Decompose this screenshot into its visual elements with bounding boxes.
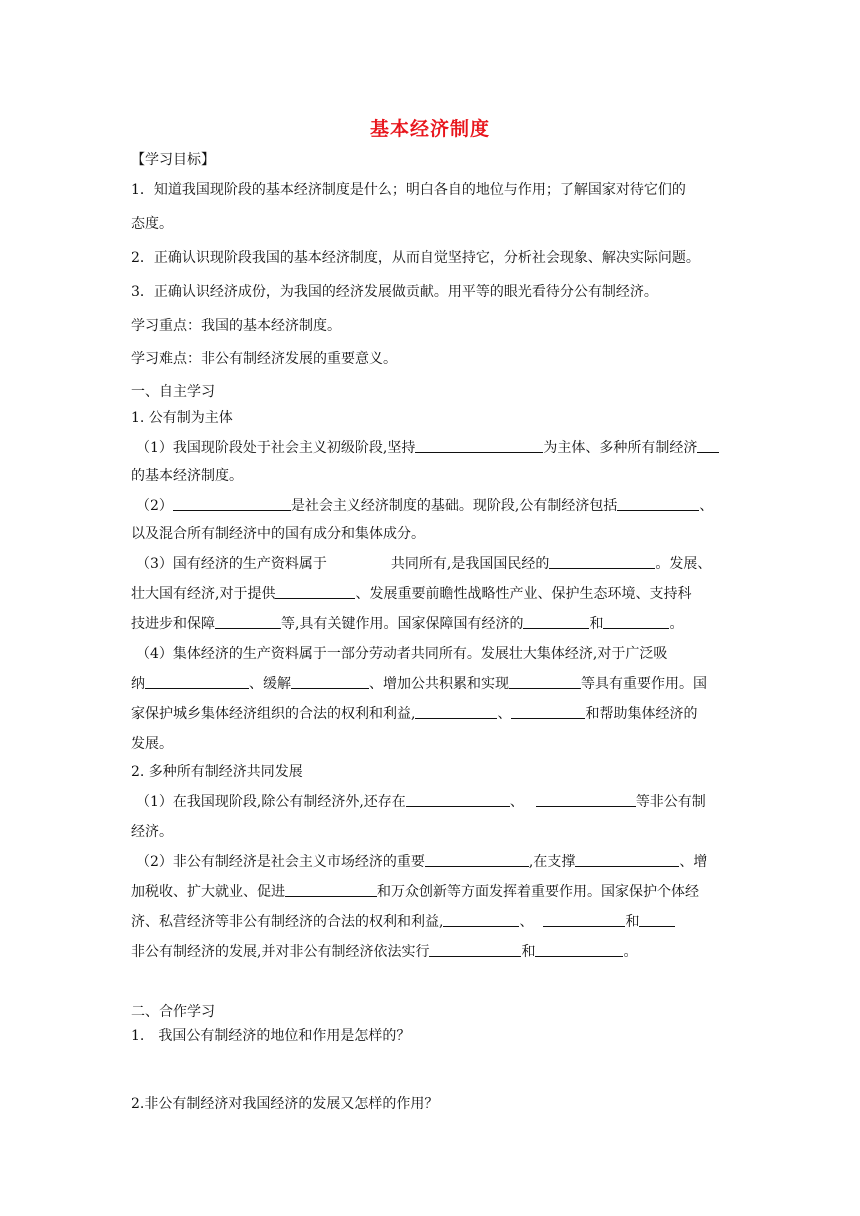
answer-blank[interactable] [425,852,529,867]
question-4-line-2: 纳 、缓解 、增加公共积累和实现 等具有重要作用。国 [131,676,707,692]
objective-3: 3．正确认识经济成份，为我国的经济发展做贡献。用平等的眼光看待分公有制经济。 [131,284,658,300]
answer-blank[interactable] [215,614,281,629]
question-4-line-4: 发展。 [131,736,173,752]
question-4-line-1: （4）集体经济的生产资料属于一部分劳动者共同所有。发展壮大集体经济,对于广泛吸 [136,646,668,662]
question-1-line-2: 的基本经济制度。 [131,468,243,484]
cooperation-question-2: 2.非公有制经济对我国经济的发展又怎样的作用？ [131,1096,439,1112]
question-6-line-1: （2）非公有制经济是社会主义市场经济的重要 ,在支撑 、增 [136,854,708,870]
subsection-2-heading: 2. 多种所有制经济共同发展 [131,764,303,780]
page-title: 基本经济制度 [369,118,490,140]
answer-blank[interactable] [443,912,519,927]
question-3-line-1: （3）国有经济的生产资料属于 共同所有,是我国国民经的 。发展、 [136,556,712,572]
answer-blank[interactable] [536,792,636,807]
answer-blank[interactable] [291,674,369,689]
question-2-line-2: 以及混合所有制经济中的国有成分和集体成分。 [131,526,425,542]
objective-1-line-b: 态度。 [131,216,173,232]
answer-blank[interactable] [523,614,589,629]
answer-blank[interactable] [285,882,377,897]
answer-blank[interactable] [511,704,585,719]
cooperation-heading: 二、合作学习 [131,1004,215,1020]
self-study-heading: 一、自主学习 [131,384,215,400]
answer-blank[interactable] [543,912,625,927]
answer-blank[interactable] [697,438,719,453]
answer-blank[interactable] [509,674,581,689]
subsection-1-heading: 1. 公有制为主体 [131,410,233,426]
question-1-line-1: （1）我国现阶段处于社会主义初级阶段,坚持 为主体、多种所有制经济 [136,438,719,458]
answer-blank[interactable] [275,584,355,599]
answer-blank[interactable] [617,496,699,511]
answer-blank[interactable] [173,496,291,511]
question-5-line-2: 经济。 [131,824,173,840]
question-6-line-3: 济、私营经济等非公有制经济的合法的权利和利益, 、 和 [131,912,675,932]
answer-blank[interactable] [603,614,669,629]
answer-blank[interactable] [535,942,623,957]
question-3-line-2: 壮大国有经济,对于提供 、发展重要前瞻性战略性产业、保护生态环境、支持科 [131,586,692,602]
question-3-line-3: 技进步和保障 等,具有关键作用。国家保障国有经济的 和 。 [131,616,684,632]
difficult-point: 学习难点：非公有制经济发展的重要意义。 [131,351,397,367]
objectives-heading: 【学习目标】 [131,152,215,168]
question-5-line-1: （1）在我国现阶段,除公有制经济外,还存在 、 等非公有制 [136,794,706,810]
question-2-line-1: （2） 是社会主义经济制度的基础。现阶段,公有制经济包括 、 [136,498,714,514]
answer-blank[interactable] [415,438,543,453]
question-6-line-4: 非公有制经济的发展,并对非公有制经济依法实行 和 。 [131,944,638,960]
objective-1-line-a: 1．知道我国现阶段的基本经济制度是什么；明白各自的地位与作用；了解国家对待它们的 [131,182,686,198]
cooperation-question-1: 1. 我国公有制经济的地位和作用是怎样的？ [131,1028,411,1044]
key-point: 学习重点：我国的基本经济制度。 [131,318,341,334]
answer-blank[interactable] [429,942,521,957]
question-6-line-2: 加税收、扩大就业、促进 和万众创新等方面发挥着重要作用。国家保护个体经 [131,884,699,900]
answer-blank[interactable] [549,554,655,569]
objective-2: 2．正确认识现阶段我国的基本经济制度，从而自觉坚持它，分析社会现象、解决实际问题。 [131,250,700,266]
question-4-line-3: 家保护城乡集体经济组织的合法的权利和利益, 、 和帮助集体经济的 [131,706,698,722]
answer-blank[interactable] [145,674,249,689]
answer-blank[interactable] [575,852,679,867]
answer-blank[interactable] [406,792,510,807]
answer-blank[interactable] [639,912,675,927]
answer-blank[interactable] [415,704,497,719]
